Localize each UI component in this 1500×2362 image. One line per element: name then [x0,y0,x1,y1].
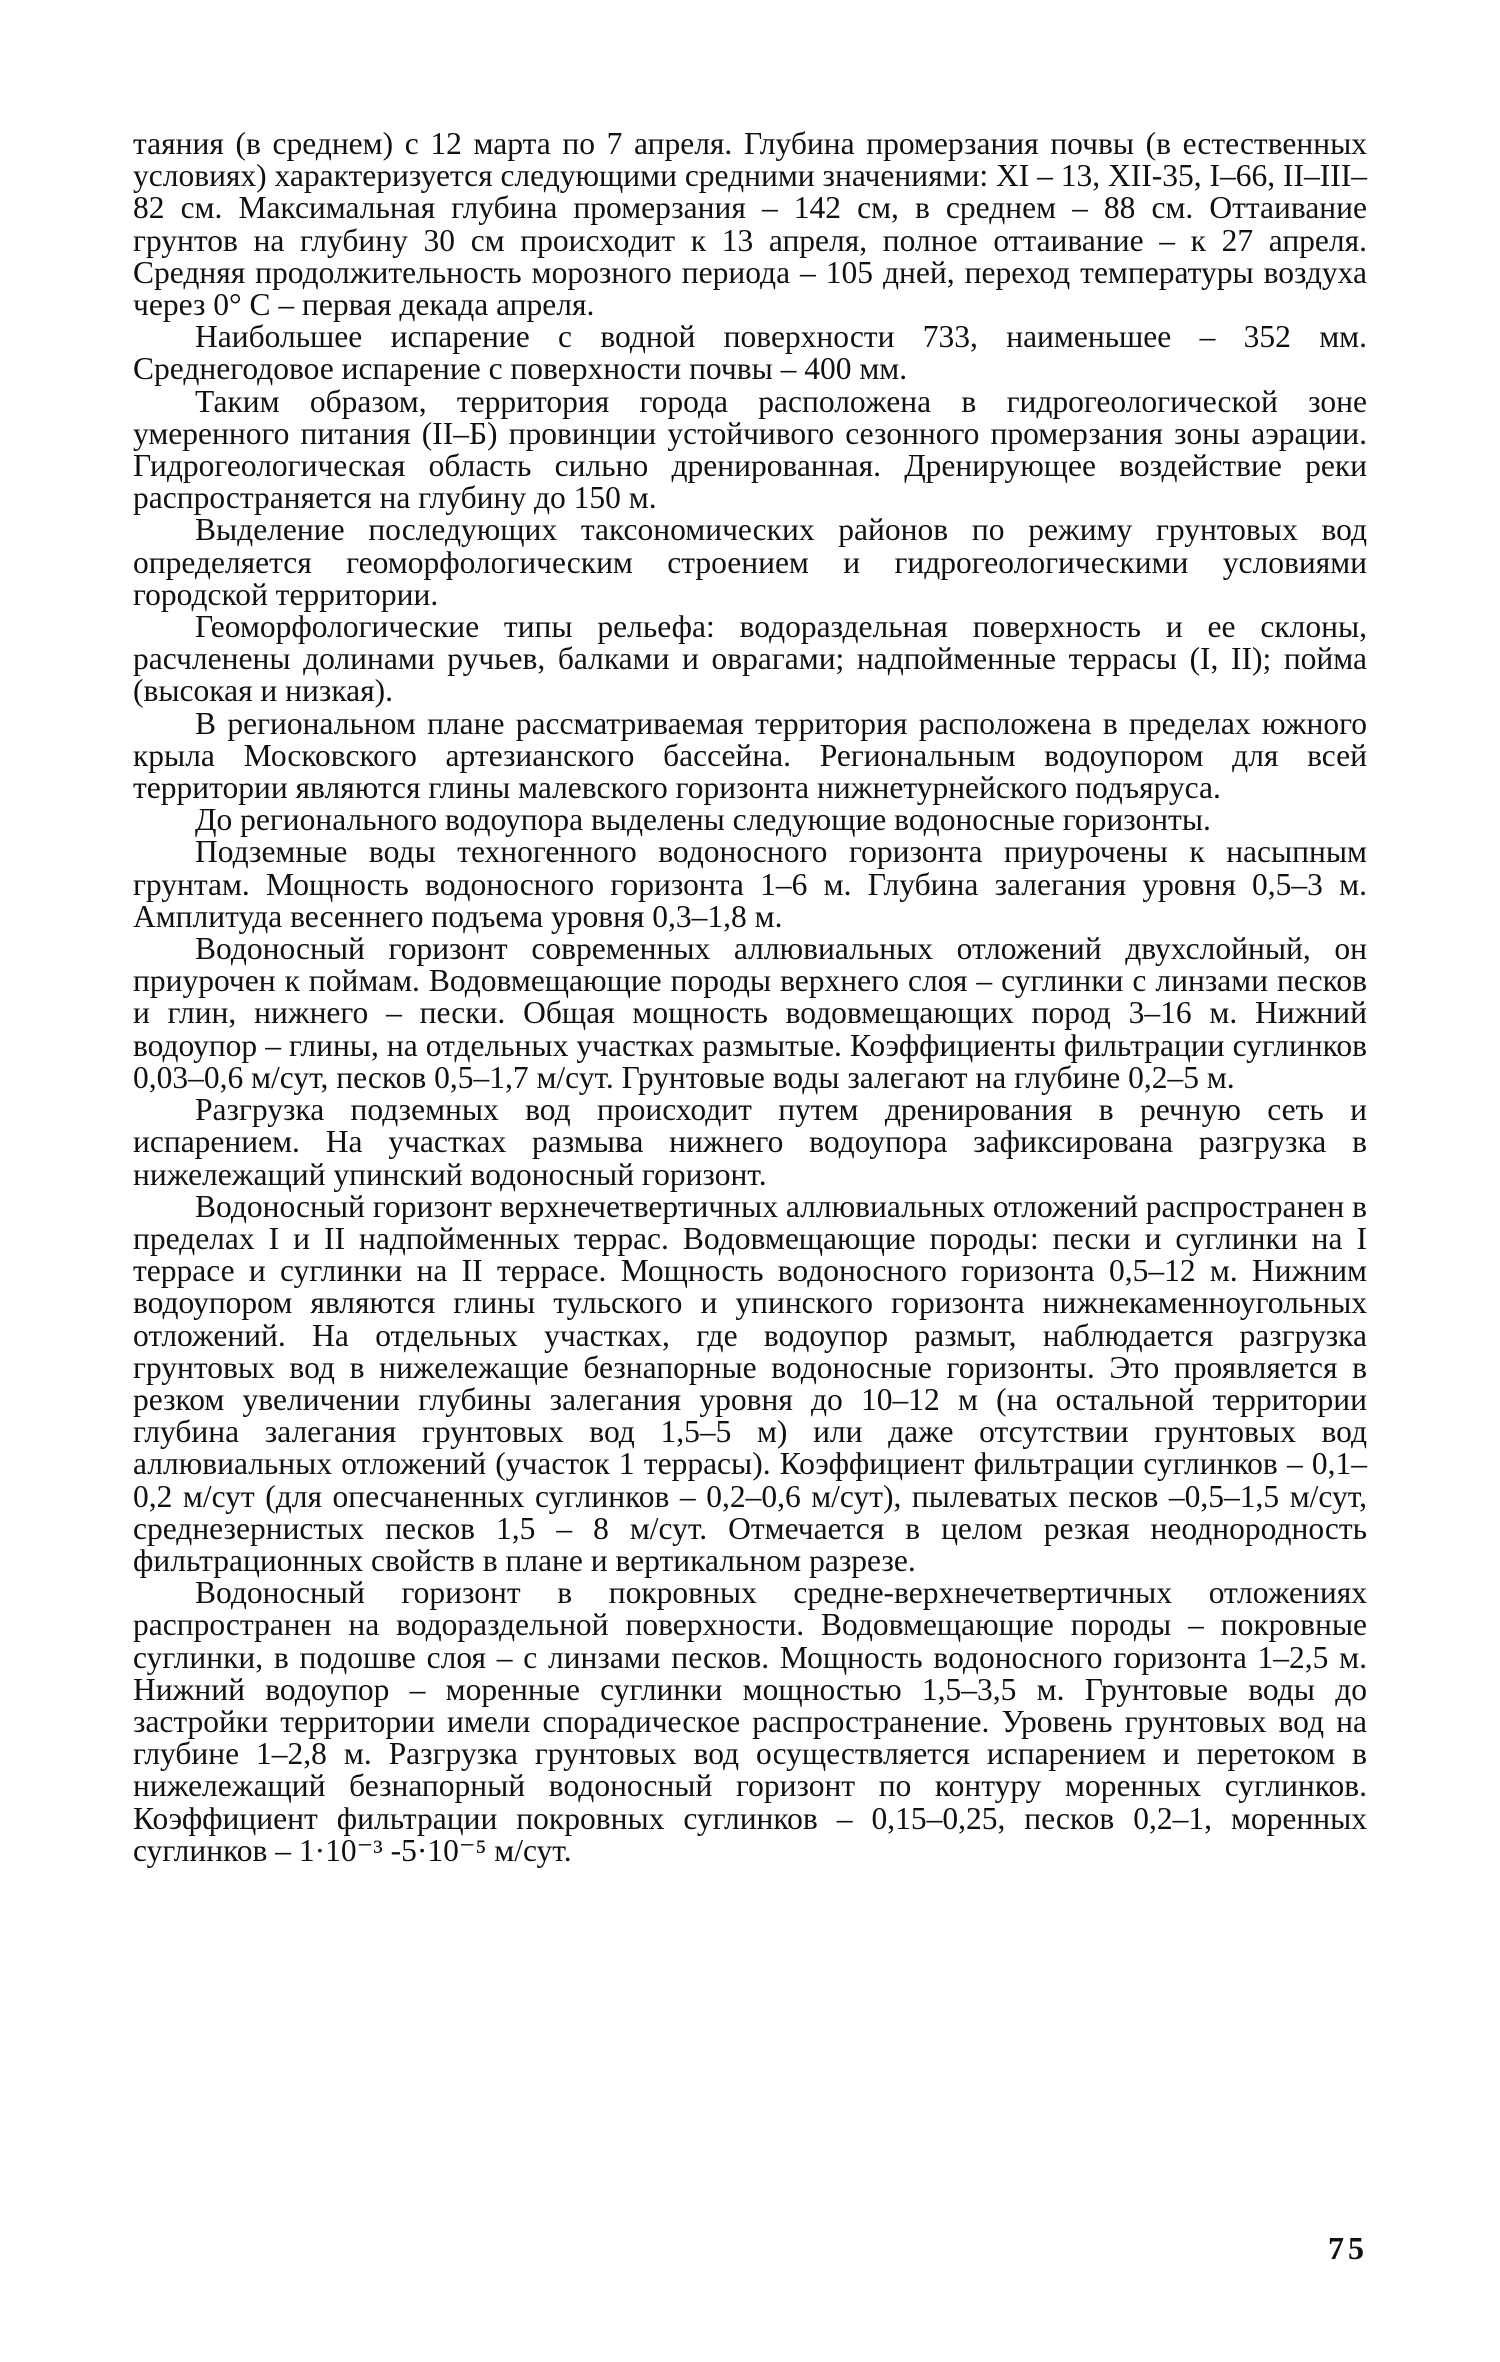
paragraph-4: Выделение последующих таксономических районов по режиму грунтовых вод определяется геоморфологическим строением и гидрогеологическими условиями городской территории. [133,512,1367,612]
page-number: 75 [1328,2230,1368,2266]
paragraph-11: Водоносный горизонт верхнечетвертичных аллювиальных отложений распространен в пределах I и II надпойменных террас. Водовмещающие породы: пески и суглинки на I террасе и суглинки на II террасе. Мощность водоносного горизонта 0,5–12 м. Нижним водоупором являются глины тульского и упинского горизонта нижнекаменноугольных отложений. На отдельных участках, где водоупор размыт, наблюдается разгрузка грунтовых вод в нижележащие безнапорные водоносные горизонты. Это проявляется в резком увеличении глубины залегания уровня до 10–12 м (на остальной территории глубина залегания грунтовых вод 1,5–5 м) или даже отсутствии грунтовых вод аллювиальных отложений (участок 1 террасы). Коэффициент фильтрации суглинков – 0,1–0,2 м/сут (для опесчаненных суглинков – 0,2–0,6 м/сут), пылеватых песков –0,5–1,5 м/сут, среднезернистых песков 1,5 – 8 м/сут. Отмечается в целом резкая неоднородность фильтрационных свойств в плане и вертикальном разрезе. [133,1188,1367,1578]
paragraph-5: Геоморфологические типы рельефа: водораздельная поверхность и ее склоны, расчленены долинами ручьев, балками и оврагами; надпойменные террасы (I, II); пойма (высокая и низкая). [133,609,1367,709]
paragraph-9: Водоносный горизонт современных аллювиальных отложений двухслойный, он приурочен к поймам. Водовмещающие породы верхнего слоя – суглинки с линзами песков и глин, нижнего – пески. Общая мощность водовмещающих пород 3–16 м. Нижний водоупор – глины, на отдельных участках размытые. Коэффициенты фильтрации суглинков 0,03–0,6 м/сут, песков 0,5–1,7 м/сут. Грунтовые воды залегают на глубине 0,2–5 м. [133,931,1367,1095]
paragraph-2: Наибольшее испарение с водной поверхности 733, наименьшее – 352 мм. Среднегодовое испарение с поверхности почвы – 400 мм. [133,319,1367,387]
paragraph-12: Водоносный горизонт в покровных средне-верхнечетвертичных отложениях распространен на водораздельной поверхности. Водовмещающие породы – покровные суглинки, в подошве слоя – с линзами песков. Мощность водоносного горизонта 1–2,5 м. Нижний водоупор – моренные суглинки мощностью 1,5–3,5 м. Грунтовые воды до застройки территории имели спорадическое распространение. Уровень грунтовых вод на глубине 1–2,8 м. Разгрузка грунтовых вод осуществляется испарением и перетоком в нижележащий безнапорный водоносный горизонт по контуру моренных суглинков. Коэффициент фильтрации покровных суглинков – 0,15–0,25, песков 0,2–1, моренных суглинков – 1·10⁻³ -5·10⁻⁵ м/сут. [133,1575,1367,1868]
page-body [133,128,1367,1867]
paragraph-1: таяния (в среднем) с 12 марта по 7 апреля. Глубина промерзания почвы (в естественных условиях) характеризуется следующими средними значениями: XI – 13, XII-35, I–66, II–III–82 см. Максимальная глубина промерзания – 142 см, в среднем – 88 см. Оттаивание грунтов на глубину 30 см происходит к 13 апреля, полное оттаивание – к 27 апреля. Средняя продолжительность морозного периода – 105 дней, переход температуры воздуха через 0° С – первая декада апреля. [133,126,1367,323]
paragraph-8: Подземные воды техногенного водоносного горизонта приурочены к насыпным грунтам. Мощность водоносного горизонта 1–6 м. Глубина залегания уровня 0,5–3 м. Амплитуда весеннего подъема уровня 0,3–1,8 м. [133,834,1367,934]
paragraph-7: До регионального водоупора выделены следующие водоносные горизонты. [195,802,1211,838]
paragraph-6: В региональном плане рассматриваемая территория расположена в пределах южного крыла Московского артезианского бассейна. Региональным водоупором для всей территории являются глины малевского горизонта нижнетурнейского подъяруса. [133,705,1367,806]
paragraph-10: Разгрузка подземных вод происходит путем дренирования в речную сеть и испарением. На участках размыва нижнего водоупора зафиксирована разгрузка в нижележащий упинский водоносный горизонт. [133,1092,1367,1192]
paragraph-3: Таким образом, территория города расположена в гидрогеологической зоне умеренного питания (II–Б) провинции устойчивого сезонного промерзания зоны аэрации. Гидрогеологическая область сильно дренированная. Дренирующее воздействие реки распространяется на глубину до 150 м. [133,383,1367,516]
